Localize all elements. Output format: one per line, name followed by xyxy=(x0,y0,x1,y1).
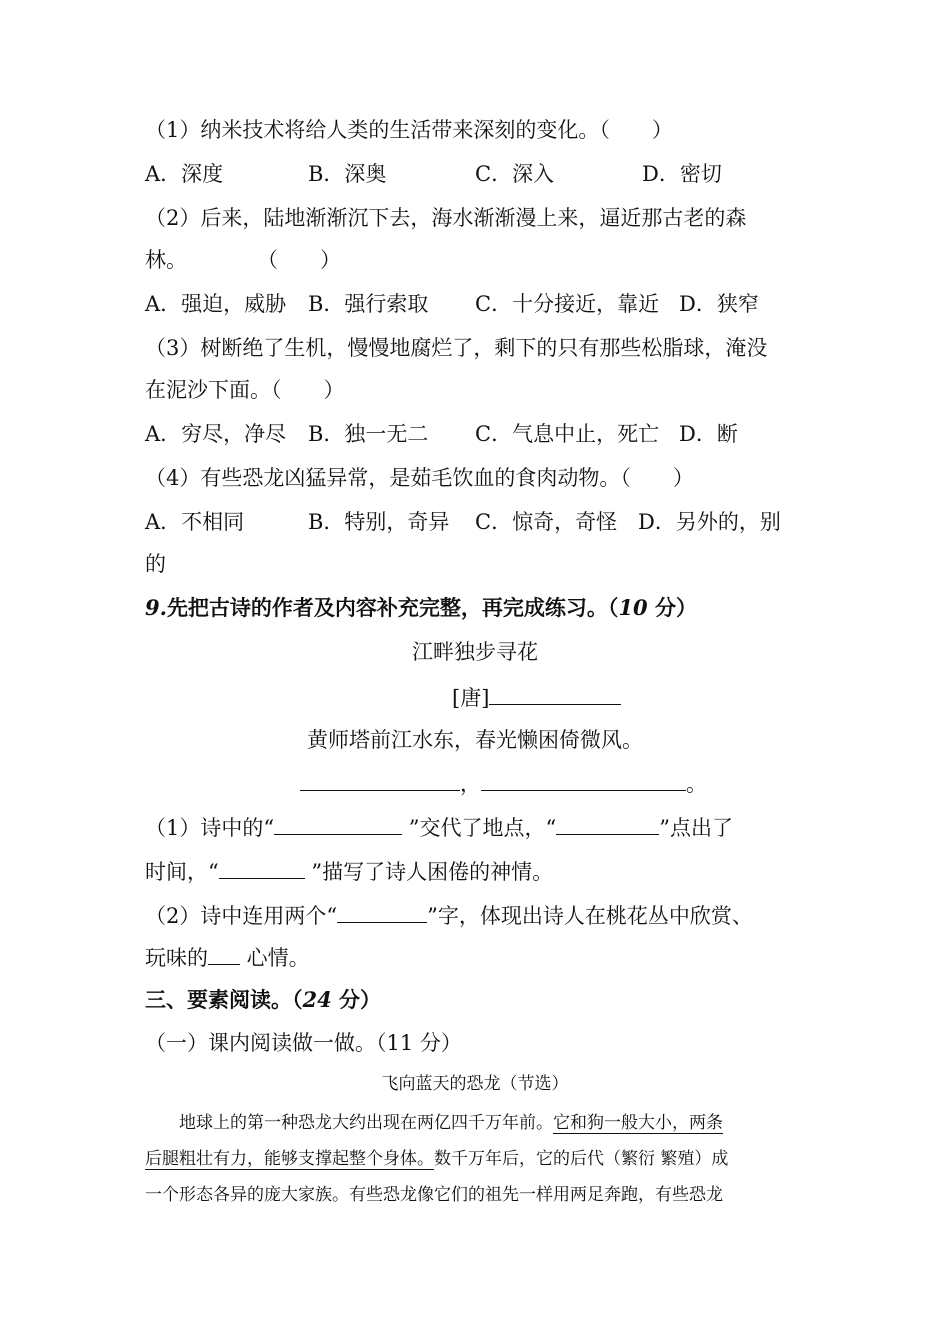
q9-part1-text-d: 时间，“ xyxy=(145,860,219,884)
repeat-word-blank[interactable] xyxy=(337,900,427,923)
article-para-line-2 xyxy=(145,1146,802,1172)
q8-item4-options xyxy=(145,508,802,536)
q8-item3 xyxy=(145,334,802,362)
q9-part1-text-e: ”描写了诗人困倦的神情。 xyxy=(304,860,554,884)
underlined-sentence: 它和狗一般大小，两条 xyxy=(553,1113,723,1133)
option-d-tail: 的 xyxy=(145,552,166,576)
answer-paren[interactable]: （ ） xyxy=(257,248,341,272)
q8-item1 xyxy=(145,116,802,144)
option-d[interactable]: D．密切 xyxy=(642,162,722,186)
option-d[interactable]: D．断 xyxy=(679,422,738,446)
q9-part1-cont xyxy=(145,856,802,886)
poem-title: 江畔独步寻花 xyxy=(412,640,538,664)
poem-blank-1[interactable] xyxy=(300,768,460,791)
q8-item2-text-cont: 林。 xyxy=(145,248,187,272)
q9-part2 xyxy=(145,900,802,930)
article-title: 飞向蓝天的恐龙（节选） xyxy=(381,1074,569,1094)
answer-paren[interactable]: （ ） xyxy=(271,378,345,402)
underlined-sentence: 后腿粗壮有力，能够支撑起整个身体。 xyxy=(145,1149,434,1169)
q8-item4-option-tail xyxy=(145,550,802,578)
option-c[interactable]: C．十分接近，靠近 xyxy=(475,292,660,316)
q9-score-unit: 分） xyxy=(647,595,697,620)
option-a[interactable]: A．强迫，威胁 xyxy=(145,292,287,316)
section3-heading xyxy=(145,986,802,1014)
mood-blank[interactable] xyxy=(219,856,305,879)
q8-item3-text: （3）树断绝了生机，慢慢地腐烂了，剩下的只有那些松脂球，淹没 xyxy=(145,336,768,360)
article-para-line-3: 一个形态各异的庞大家族。有些恐龙像它们的祖先一样用两足奔跑，有些恐龙 xyxy=(145,1185,723,1205)
option-a[interactable]: A．深度 xyxy=(145,162,224,186)
answer-paren[interactable]: （ ） xyxy=(620,466,694,490)
q9-part2-text-d: 心情。 xyxy=(240,946,310,970)
subsection-1-heading: （一）课内阅读做一做。（11 分） xyxy=(145,1031,462,1055)
q9-title: 先把古诗的作者及内容补充完整，再完成练习。（ xyxy=(166,595,619,620)
poem-line-1: 黄师塔前江水东，春光懒困倚微风。 xyxy=(307,728,643,752)
q9-part2-text-a: （2）诗中连用两个“ xyxy=(145,904,338,928)
q9-number: 9. xyxy=(145,595,167,620)
q9-heading xyxy=(145,594,802,622)
q8-item1-text: （1）纳米技术将给人类的生活带来深刻的变化。 xyxy=(145,118,600,142)
q8-item2 xyxy=(145,204,802,232)
poem-blank-2[interactable] xyxy=(481,768,686,791)
place-blank[interactable] xyxy=(274,812,402,835)
q8-item2-text: （2）后来，陆地渐渐沉下去，海水渐渐漫上来，逼近那古老的森 xyxy=(145,206,747,230)
poem-dynasty: [唐] xyxy=(452,686,490,710)
author-blank[interactable] xyxy=(489,682,621,705)
option-a[interactable]: A．穷尽，净尽 xyxy=(145,422,287,446)
q9-part1-text-c: ”点出了 xyxy=(659,816,734,840)
feeling-blank[interactable] xyxy=(208,942,240,965)
q8-item3-options xyxy=(145,420,802,448)
q8-item3-text-cont: 在泥沙下面。 xyxy=(145,378,271,402)
option-c[interactable]: C．惊奇，奇怪 xyxy=(475,510,618,534)
q8-item4 xyxy=(145,464,802,492)
q8-item2-cont xyxy=(145,246,802,274)
option-b[interactable]: B．强行索取 xyxy=(308,292,429,316)
article-text: 地球上的第一种恐龙大约出现在两亿四千万年前。 xyxy=(145,1113,553,1133)
article-para-line-1 xyxy=(145,1110,802,1136)
q9-part1 xyxy=(145,812,802,842)
poem-period: 。 xyxy=(686,772,707,796)
q9-part1-text-b: ”交代了地点，“ xyxy=(402,816,557,840)
article-text: 数千万年后，它的后代（繁衍 繁殖）成 xyxy=(434,1149,729,1169)
option-b[interactable]: B．深奥 xyxy=(308,162,387,186)
poem-author-line xyxy=(452,682,802,712)
q8-item2-options xyxy=(145,290,802,318)
poem-comma: ， xyxy=(460,772,481,796)
option-a[interactable]: A．不相同 xyxy=(145,510,245,534)
option-b[interactable]: B．独一无二 xyxy=(308,422,429,446)
section3-title: 三、要素阅读。（ xyxy=(145,987,303,1012)
section3-score-unit: 分） xyxy=(331,987,382,1012)
option-d[interactable]: D．狭窄 xyxy=(679,292,759,316)
q9-score: 10 xyxy=(618,595,648,620)
section3-score: 24 xyxy=(302,987,332,1012)
q9-part1-text-a: （1）诗中的“ xyxy=(145,816,275,840)
option-c[interactable]: C．气息中止，死亡 xyxy=(475,422,660,446)
q9-part2-text-b: ”字，体现出诗人在桃花丛中欣赏、 xyxy=(427,904,753,928)
option-b[interactable]: B．特别，奇异 xyxy=(308,510,450,534)
time-blank[interactable] xyxy=(556,812,659,835)
poem-line-2 xyxy=(300,768,802,798)
q8-item4-text: （4）有些恐龙凶猛异常，是茹毛饮血的食肉动物。 xyxy=(145,466,621,490)
option-c[interactable]: C．深入 xyxy=(475,162,555,186)
q8-item3-cont xyxy=(145,376,802,404)
answer-paren[interactable]: （ ） xyxy=(599,118,673,142)
q8-item1-options xyxy=(145,160,802,188)
q9-part2-text-c: 玩味的 xyxy=(145,946,208,970)
q9-part2-cont xyxy=(145,942,802,972)
option-d[interactable]: D．另外的，别 xyxy=(638,510,781,534)
